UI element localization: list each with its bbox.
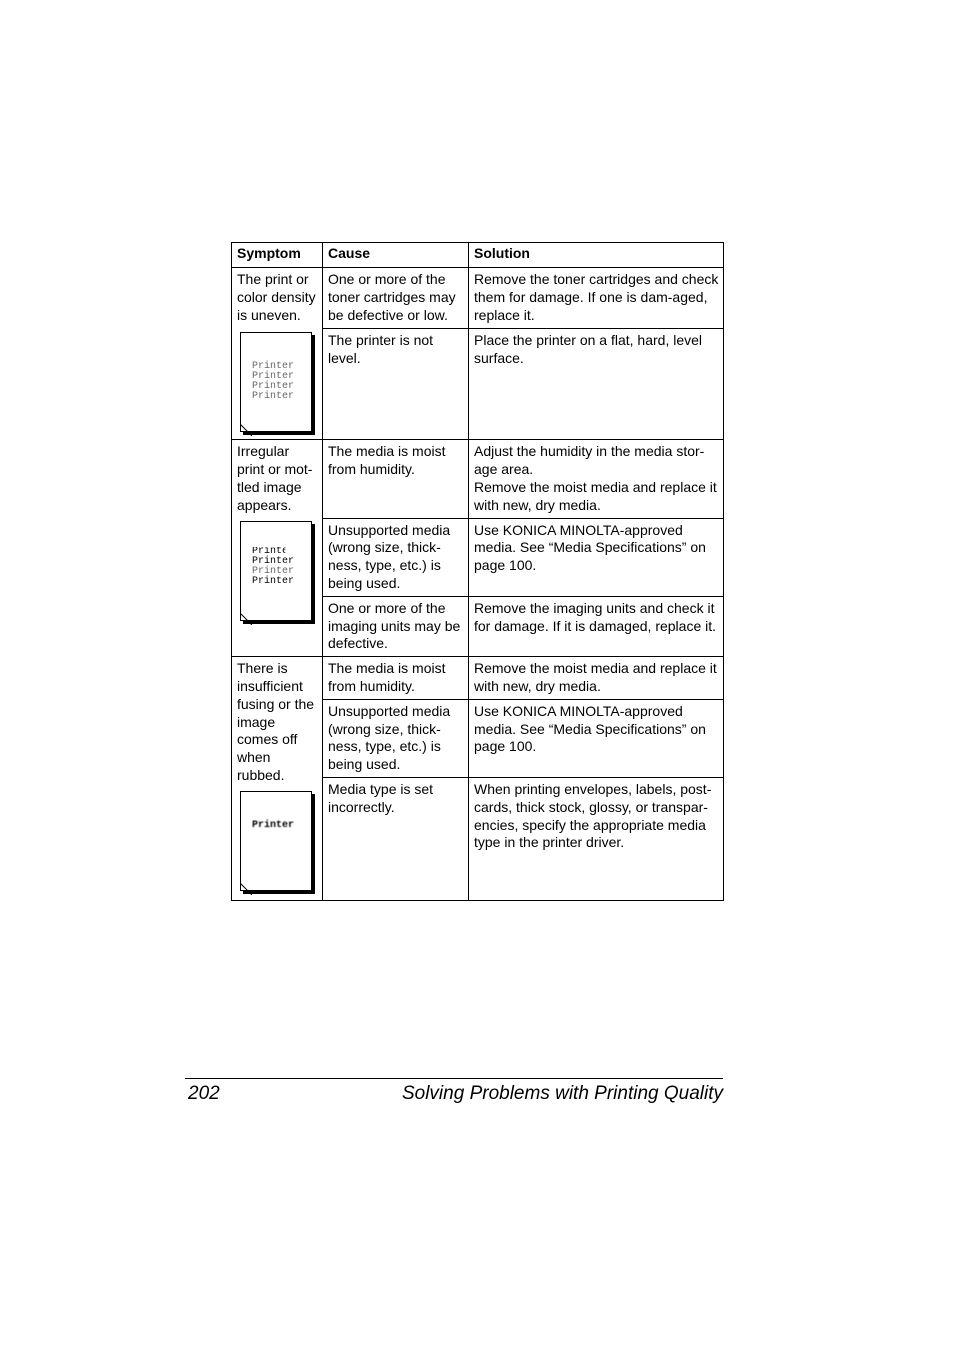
cause-cell: The media is moist from humidity.: [323, 657, 469, 700]
solution-cell: Use KONICA MINOLTA-approved media. See “Media Specifications” on page 100.: [469, 699, 724, 777]
symptom-cell: [232, 268, 323, 440]
cause-cell: The media is moist from humidity.: [323, 440, 469, 518]
page-fold-icon: [240, 883, 252, 895]
solution-cell: Remove the toner cartridges and check them for damage. If one is dam-aged, replace it.: [469, 268, 724, 329]
cause-cell: Unsupported media (wrong size, thick-ness, type, etc.) is being used.: [323, 518, 469, 596]
sample-line: Printer: [252, 575, 295, 587]
sample-line: Printer: [252, 361, 295, 373]
cause-cell: One or more of the toner cartridges may be defective or low.: [323, 268, 469, 329]
sample-line: Printer: [252, 391, 295, 403]
solution-cell: Adjust the humidity in the media stor-age area. Remove the moist media and replace it with new, dry media.: [469, 440, 724, 518]
solution-cell: Remove the moist media and replace it with new, dry media.: [469, 657, 724, 700]
sample-line: Printer: [252, 555, 295, 567]
page-number: 202: [188, 1083, 220, 1104]
solution-cell: When printing envelopes, labels, post-cards, thick stock, glossy, or transpar-encies, specify the appropriate media type in the printer driver.: [469, 777, 724, 900]
solution-cell: Use KONICA MINOLTA-approved media. See “Media Specifications” on page 100.: [469, 518, 724, 596]
cause-cell: The printer is not level.: [323, 328, 469, 440]
insufficient-fusing-sample-image: [240, 791, 316, 895]
cause-cell: Unsupported media (wrong size, thick-ness, type, etc.) is being used.: [323, 699, 469, 777]
cause-cell: One or more of the imaging units may be defective.: [323, 596, 469, 656]
table-row: [232, 657, 724, 700]
cause-cell: Media type is set incorrectly.: [323, 777, 469, 900]
symptom-cell: [232, 440, 323, 657]
solution-cell: Remove the imaging units and check it for damage. If it is damaged, replace it.: [469, 596, 724, 656]
sample-line: Printer: [252, 371, 295, 383]
footer-section-title: Solving Problems with Printing Quality: [401, 1083, 723, 1104]
sample-line: Printer: [252, 547, 308, 557]
table-row: [232, 268, 724, 329]
symptom-cell: [232, 657, 323, 901]
table-header-row: [232, 243, 724, 268]
page-fold-icon: [240, 613, 252, 625]
header-symptom: Symptom: [232, 243, 323, 268]
footer-divider: [185, 1078, 723, 1079]
header-cause: Cause: [323, 243, 469, 268]
solution-cell: Place the printer on a flat, hard, level surface.: [469, 328, 724, 440]
page-fold-icon: [240, 424, 252, 436]
symptom-text: The print or color density is uneven.: [237, 271, 316, 323]
sample-line: Printer: [252, 819, 295, 831]
symptom-text: Irregular print or mot-tled image appears.: [237, 443, 313, 513]
symptom-text: There is insufficient fusing or the image comes off when rubbed.: [237, 660, 315, 783]
troubleshooting-table: [231, 242, 724, 901]
table-row: [232, 440, 724, 518]
header-solution: Solution: [469, 243, 724, 268]
mottled-image-sample-image: [240, 521, 316, 625]
sample-line: Printer: [252, 381, 295, 393]
uneven-density-sample-image: [240, 332, 316, 436]
sample-line: Printer: [252, 565, 295, 577]
